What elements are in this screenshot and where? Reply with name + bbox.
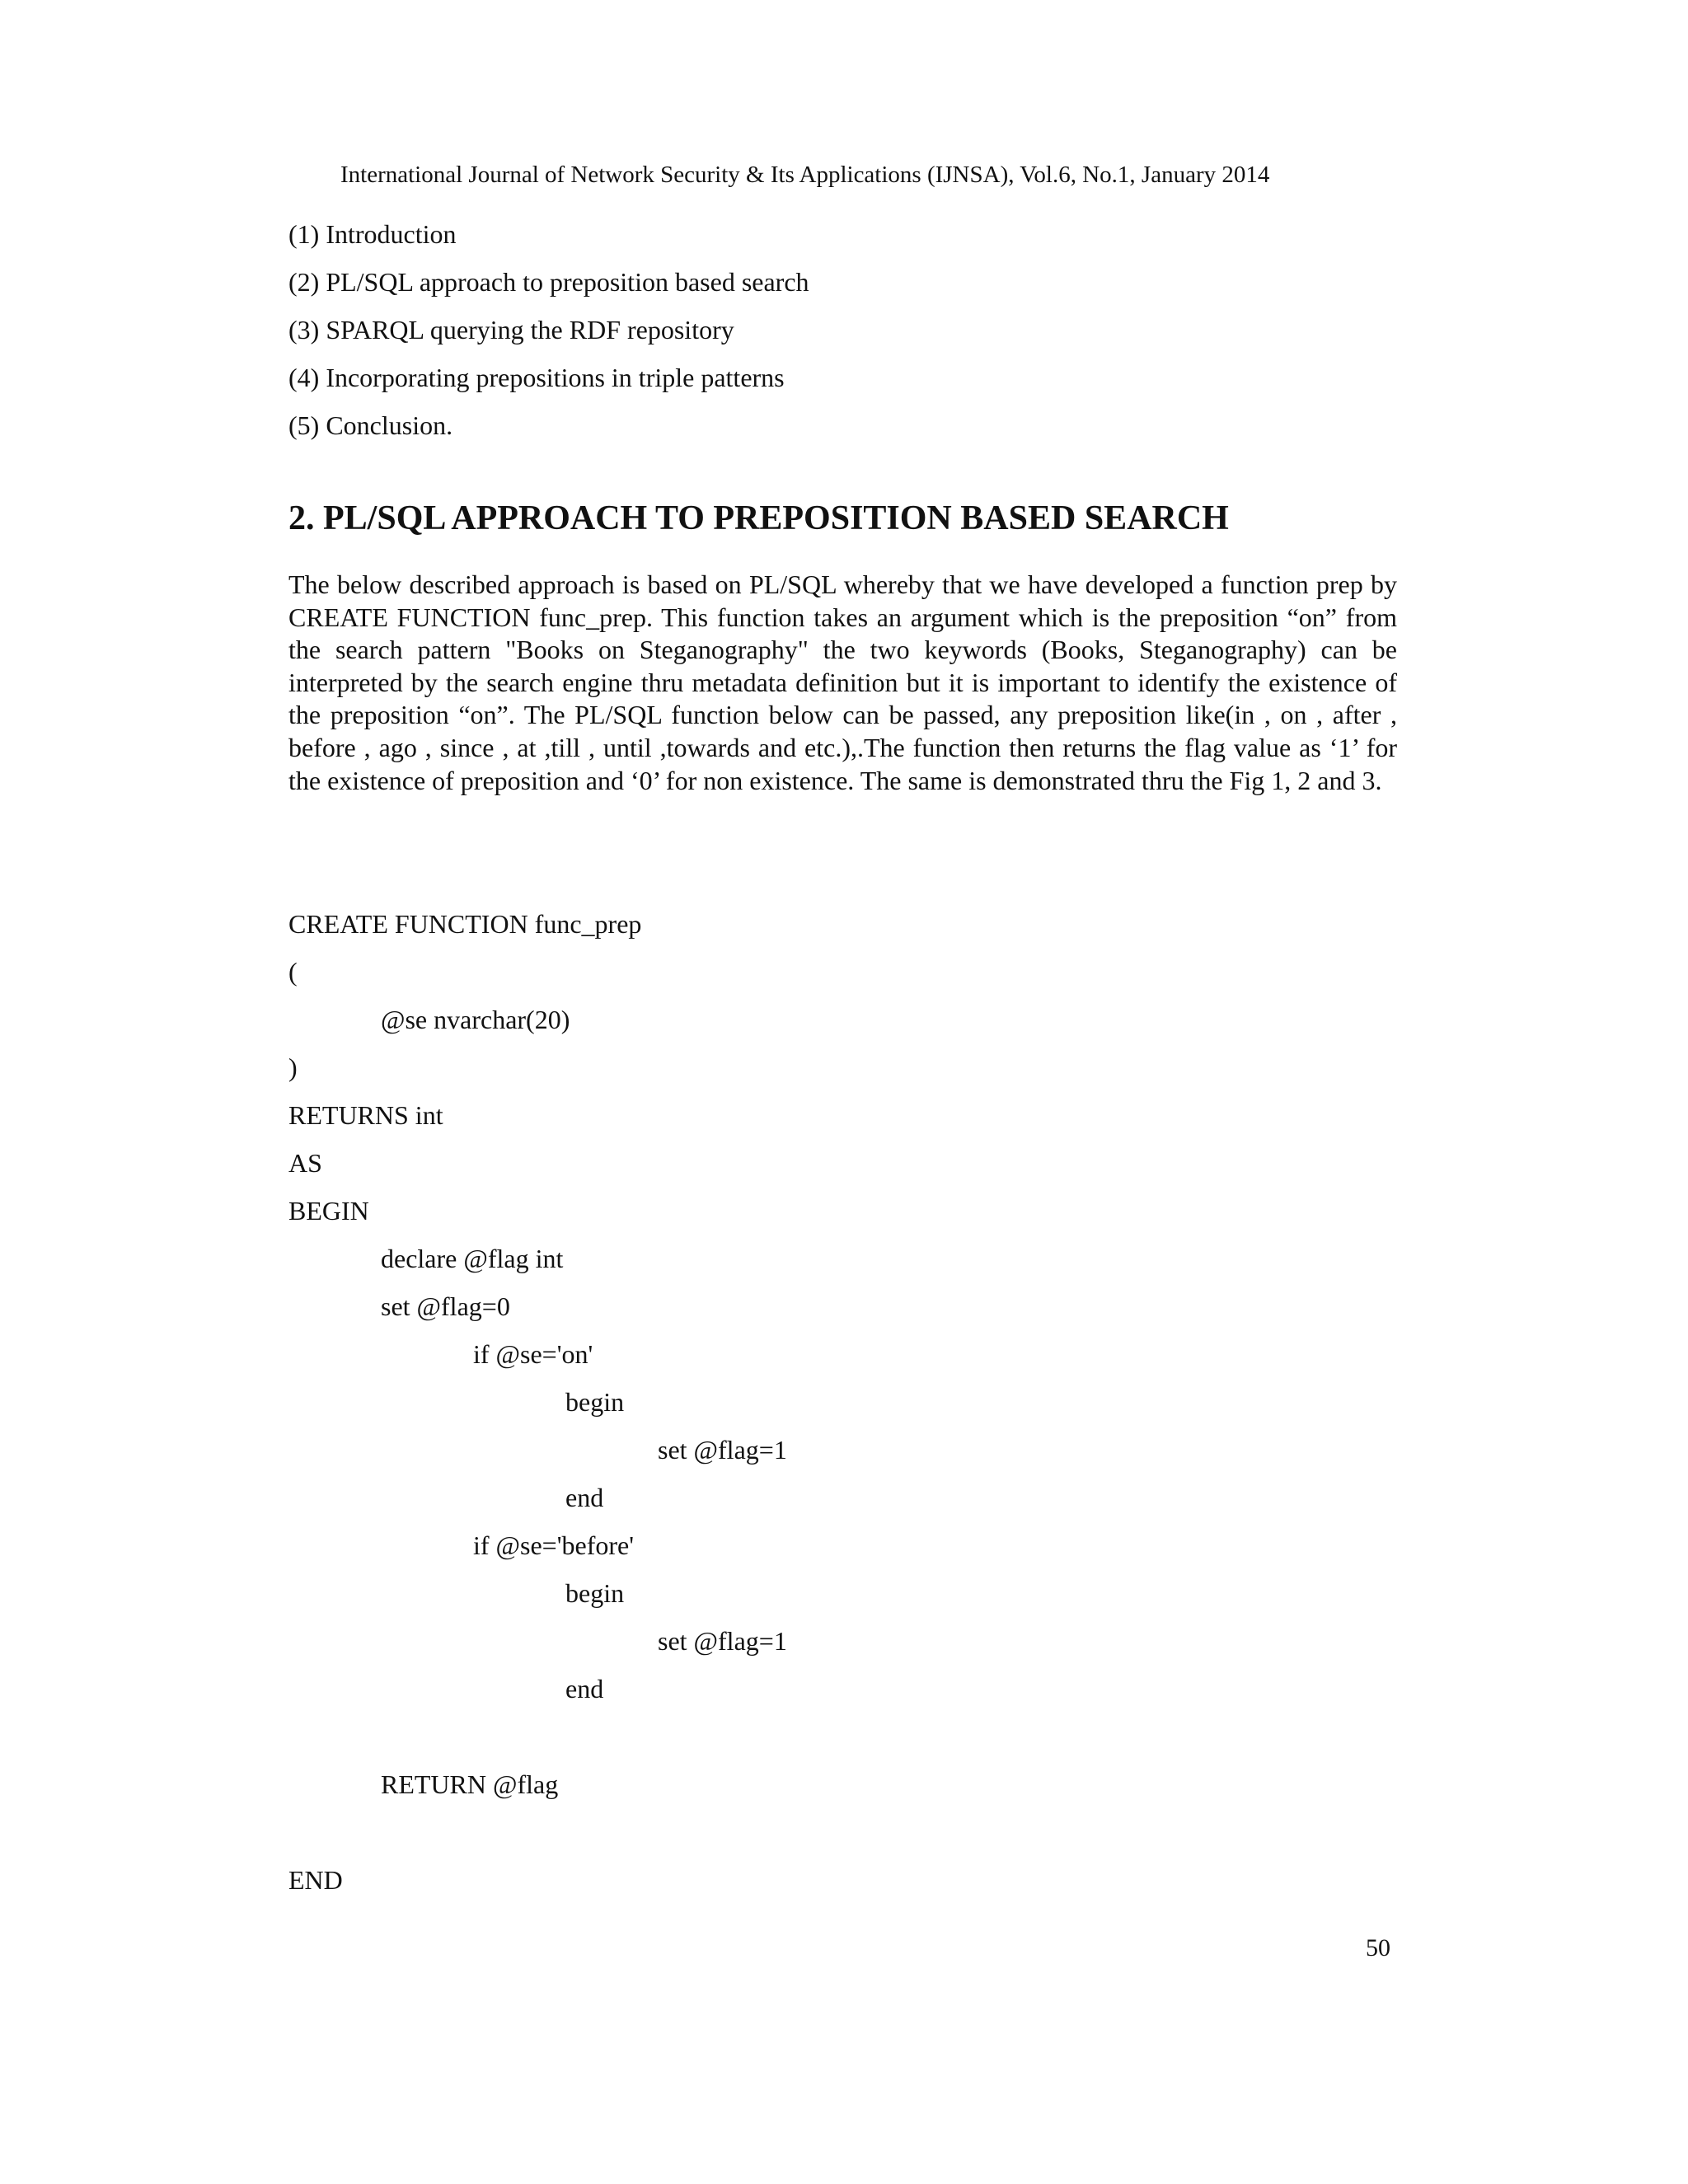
outline-item-plsql-approach: (2) PL/SQL approach to preposition based search xyxy=(288,267,809,297)
code-line: if @se='before' xyxy=(473,1530,634,1560)
code-line: end xyxy=(565,1674,604,1704)
journal-header: International Journal of Network Security & Its Applications (IJNSA), Vol.6, No.1, January 2014 xyxy=(340,162,1270,188)
outline-item-triple-patterns: (4) Incorporating prepositions in triple patterns xyxy=(288,363,785,392)
outline-item-introduction: (1) Introduction xyxy=(288,219,457,249)
code-line: AS xyxy=(288,1148,322,1178)
code-line: declare @flag int xyxy=(381,1244,564,1273)
section-heading: 2. PL/SQL APPROACH TO PREPOSITION BASED SEARCH xyxy=(288,499,1229,537)
page-number: 50 xyxy=(1366,1934,1390,1961)
code-line: ( xyxy=(288,957,298,987)
outline-item-conclusion: (5) Conclusion. xyxy=(288,410,453,440)
code-line: END xyxy=(288,1865,343,1895)
code-line: BEGIN xyxy=(288,1196,369,1226)
code-line: @se nvarchar(20) xyxy=(381,1005,570,1034)
code-line: CREATE FUNCTION func_prep xyxy=(288,909,642,939)
code-line: begin xyxy=(565,1578,625,1608)
code-line: RETURNS int xyxy=(288,1100,443,1130)
outline-item-sparql: (3) SPARQL querying the RDF repository xyxy=(288,315,734,344)
code-listing xyxy=(288,906,787,1910)
code-line: if @se='on' xyxy=(473,1339,593,1369)
code-line-blank xyxy=(288,1718,787,1766)
code-line: begin xyxy=(565,1387,625,1417)
code-line: end xyxy=(565,1483,604,1512)
code-line: RETURN @flag xyxy=(381,1769,559,1799)
code-line: ) xyxy=(288,1052,298,1082)
code-line: set @flag=1 xyxy=(658,1626,787,1656)
section-outline-list xyxy=(288,216,809,455)
code-line: set @flag=1 xyxy=(658,1435,787,1465)
code-line: set @flag=0 xyxy=(381,1291,510,1321)
body-paragraph: The below described approach is based on PL/SQL whereby that we have developed a function prep by CREATE FUNCTION func_prep. This function takes an argument which is the preposition “on” from the search pattern "Books on Steganography" the two keywords (Books, Steganography) can be interpreted by the search engine thru metadata definition but it is important to identify the existence of the preposition “on”. The PL/SQL function below can be passed, any preposition like(in , on , after , before , ago , since , at ,till , until ,towards and etc.),.The function then returns the flag value as ‘1’ for the existence of preposition and ‘0’ for non existence. The same is demonstrated thru the Fig 1, 2 and 3. xyxy=(288,569,1397,795)
code-line-blank xyxy=(288,1814,787,1862)
